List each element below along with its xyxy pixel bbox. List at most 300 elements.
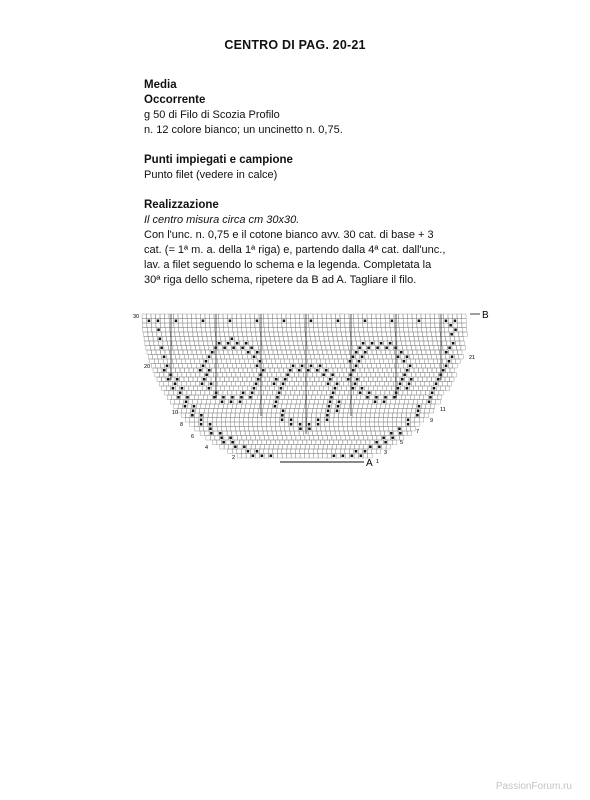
grid-cell: [232, 319, 237, 324]
grid-cell: [347, 440, 352, 445]
grid-cell: [239, 341, 244, 346]
grid-cell: [430, 314, 435, 319]
grid-cell: [331, 449, 336, 454]
grid-cell: [246, 436, 251, 441]
grid-cell: [305, 350, 310, 355]
grid-cell: [271, 418, 276, 423]
grid-cell: [346, 445, 351, 450]
filled-cell: [362, 342, 365, 345]
filled-cell: [255, 383, 257, 386]
grid-cell: [440, 350, 445, 355]
grid-cell: [416, 346, 421, 351]
filled-cell: [338, 401, 341, 404]
grid-cell: [321, 359, 326, 364]
grid-cell: [271, 359, 276, 364]
grid-cell: [341, 328, 346, 333]
grid-cell: [370, 427, 375, 432]
grid-cell: [180, 337, 185, 342]
grid-cell: [434, 391, 439, 396]
grid-cell: [420, 382, 425, 387]
grid-cell: [367, 404, 372, 409]
grid-cell: [235, 413, 240, 418]
grid-cell: [188, 350, 193, 355]
grid-cell: [368, 350, 373, 355]
filled-cell: [275, 378, 278, 381]
filled-cell: [359, 392, 362, 395]
filled-cell: [332, 392, 335, 395]
filled-cell: [231, 396, 234, 399]
grid-cell: [239, 418, 244, 423]
grid-cell: [408, 328, 413, 333]
grid-cell: [369, 368, 374, 373]
grid-cell: [362, 431, 367, 436]
grid-cell: [311, 418, 316, 423]
grid-cell: [214, 364, 219, 369]
grid-cell: [220, 332, 225, 337]
grid-cell: [308, 382, 313, 387]
filled-cell: [191, 414, 194, 417]
filled-cell: [352, 356, 355, 359]
grid-cell: [206, 350, 211, 355]
grid-cell: [379, 418, 384, 423]
grid-cell: [273, 449, 278, 454]
grid-cell: [336, 350, 341, 355]
grid-cell: [404, 332, 409, 337]
grid-cell: [454, 332, 459, 337]
grid-cell: [223, 404, 228, 409]
grid-cell: [207, 377, 212, 382]
filled-cell: [322, 374, 325, 377]
grid-cell: [392, 337, 397, 342]
grid-cell: [162, 337, 167, 342]
grid-cell: [172, 395, 177, 400]
grid-cell: [330, 359, 335, 364]
grid-cell: [320, 341, 325, 346]
grid-cell: [225, 337, 230, 342]
grid-cell: [236, 409, 241, 414]
grid-cell: [298, 341, 303, 346]
grid-cell: [199, 427, 204, 432]
grid-cell: [334, 418, 339, 423]
grid-cell: [345, 364, 350, 369]
grid-cell: [365, 341, 370, 346]
grid-cell: [414, 355, 419, 360]
grid-cell: [264, 454, 269, 459]
grid-cell: [186, 382, 191, 387]
grid-cell: [266, 440, 271, 445]
grid-cell: [210, 328, 215, 333]
grid-cell: [266, 341, 271, 346]
grid-cell: [330, 413, 335, 418]
grid-cell: [417, 364, 422, 369]
grid-cell: [265, 355, 270, 360]
grid-cell: [165, 319, 170, 324]
grid-cell: [221, 422, 226, 427]
grid-cell: [266, 422, 271, 427]
filled-cell: [231, 441, 234, 444]
grid-cell: [325, 359, 330, 364]
grid-cell: [202, 355, 207, 360]
grid-cell: [341, 332, 346, 337]
grid-cell: [206, 332, 211, 337]
grid-cell: [233, 436, 238, 441]
grid-cell: [339, 413, 344, 418]
grid-cell: [263, 431, 268, 436]
grid-cell: [323, 445, 328, 450]
grid-cell: [444, 314, 449, 319]
filled-cell: [326, 414, 329, 417]
grid-cell: [434, 346, 439, 351]
grid-cell: [319, 386, 324, 391]
grid-cell: [447, 382, 452, 387]
grid-cell: [271, 413, 276, 418]
row-number-right: 7: [416, 429, 420, 435]
filled-cell: [336, 410, 339, 413]
grid-cell: [253, 418, 257, 423]
grid-cell: [219, 323, 224, 328]
difficulty-label: Media: [144, 79, 177, 91]
grid-cell: [264, 350, 269, 355]
grid-cell: [429, 382, 434, 387]
grid-cell: [220, 355, 225, 360]
grid-cell: [250, 364, 255, 369]
grid-cell: [227, 346, 232, 351]
grid-cell: [381, 319, 386, 324]
grid-cell: [395, 350, 400, 355]
grid-cell: [439, 364, 444, 369]
grid-cell: [221, 337, 226, 342]
grid-cell: [362, 382, 367, 387]
filled-cell: [262, 369, 265, 372]
grid-cell: [279, 355, 284, 360]
grid-cell: [322, 323, 327, 328]
grid-cell: [295, 431, 300, 436]
grid-cell: [343, 341, 348, 346]
grid-cell: [403, 431, 408, 436]
grid-cell: [240, 382, 245, 387]
grid-cell: [394, 319, 399, 324]
grid-cell: [183, 314, 188, 319]
grid-cell: [293, 422, 298, 427]
grid-cell: [429, 346, 434, 351]
filled-cell: [229, 437, 232, 440]
grid-cell: [300, 404, 305, 409]
grid-cell: [254, 409, 258, 414]
grid-cell: [284, 418, 289, 423]
grid-cell: [410, 422, 415, 427]
grid-cell: [439, 323, 444, 328]
grid-cell: [250, 319, 255, 324]
grid-cell: [210, 364, 215, 369]
grid-cell: [335, 373, 340, 378]
grid-cell: [334, 395, 339, 400]
grid-cell: [167, 337, 172, 342]
grid-cell: [246, 364, 251, 369]
grid-cell: [220, 386, 225, 391]
grid-cell: [452, 373, 457, 378]
grid-cell: [156, 314, 161, 319]
grid-cell: [361, 427, 366, 432]
grid-cell: [328, 386, 333, 391]
grid-cell: [201, 404, 206, 409]
grid-cell: [342, 386, 347, 391]
grid-cell: [212, 418, 217, 423]
grid-cell: [315, 377, 320, 382]
grid-cell: [406, 395, 411, 400]
row-number-left: 4: [205, 445, 209, 451]
filled-cell: [329, 401, 332, 404]
grid-cell: [320, 418, 325, 423]
grid-cell: [287, 328, 292, 333]
grid-cell: [261, 355, 266, 360]
grid-cell: [278, 445, 283, 450]
grid-cell: [381, 350, 386, 355]
grid-cell: [317, 391, 322, 396]
grid-cell: [142, 323, 147, 328]
grid-cell: [316, 427, 321, 432]
grid-cell: [287, 454, 292, 459]
grid-cell: [183, 319, 188, 324]
filled-cell: [208, 356, 211, 359]
grid-cell: [231, 373, 236, 378]
filled-cell: [454, 329, 457, 332]
grid-cell: [249, 409, 254, 414]
grid-cell: [388, 418, 393, 423]
grid-cell: [186, 413, 191, 418]
grid-cell: [412, 319, 417, 324]
filled-cell: [361, 387, 364, 390]
grid-cell: [419, 395, 424, 400]
grid-cell: [324, 377, 329, 382]
filled-cell: [410, 378, 413, 381]
grid-cell: [323, 332, 328, 337]
grid-cell: [345, 449, 350, 454]
grid-cell: [422, 350, 427, 355]
grid-cell: [336, 364, 341, 369]
grid-cell: [370, 440, 375, 445]
grid-cell: [348, 382, 353, 387]
grid-cell: [222, 413, 227, 418]
grid-cell: [312, 409, 317, 414]
filled-cell: [355, 450, 358, 453]
grid-cell: [425, 409, 430, 414]
grid-cell: [381, 314, 386, 319]
filled-cell: [181, 387, 184, 390]
grid-cell: [380, 391, 385, 396]
grid-cell: [314, 445, 319, 450]
grid-cell: [304, 404, 309, 409]
grid-cell: [284, 368, 289, 373]
filled-cell: [200, 423, 203, 426]
grid-cell: [205, 319, 210, 324]
grid-cell: [259, 323, 264, 328]
grid-cell: [287, 445, 292, 450]
grid-cell: [367, 431, 372, 436]
grid-cell: [389, 346, 394, 351]
filled-cell: [256, 450, 259, 453]
grid-cell: [391, 332, 396, 337]
grid-cell: [209, 409, 214, 414]
grid-cell: [276, 373, 281, 378]
grid-cell: [463, 332, 468, 337]
grid-cell: [251, 445, 256, 450]
row-number-right: 9: [430, 418, 434, 424]
grid-cell: [224, 445, 229, 450]
grid-cell: [300, 454, 305, 459]
grid-cell: [373, 377, 378, 382]
grid-cell: [166, 386, 171, 391]
grid-cell: [186, 409, 191, 414]
grid-cell: [390, 350, 395, 355]
filled-cell: [398, 428, 401, 431]
grid-cell: [231, 359, 236, 364]
grid-cell: [328, 445, 333, 450]
grid-cell: [290, 382, 295, 387]
grid-cell: [170, 400, 175, 405]
grid-cell: [311, 337, 316, 342]
grid-cell: [320, 440, 325, 445]
grid-cell: [374, 337, 379, 342]
filled-cell: [328, 405, 331, 408]
grid-cell: [206, 400, 211, 405]
grid-cell: [391, 400, 396, 405]
grid-cell: [271, 395, 276, 400]
grid-cell: [192, 319, 197, 324]
grid-cell: [364, 355, 369, 360]
grid-cell: [248, 440, 253, 445]
grid-cell: [152, 332, 157, 337]
grid-cell: [200, 373, 205, 378]
grid-cell: [354, 323, 359, 328]
grid-cell: [387, 337, 392, 342]
filled-cell: [442, 369, 445, 372]
grid-cell: [301, 445, 306, 450]
grid-cell: [405, 377, 410, 382]
grid-cell: [352, 413, 357, 418]
grid-cell: [421, 364, 426, 369]
grid-cell: [309, 436, 314, 441]
grid-cell: [358, 364, 363, 369]
grid-cell: [370, 413, 375, 418]
grid-cell: [363, 314, 368, 319]
grid-cell: [264, 319, 269, 324]
grid-cell: [195, 373, 200, 378]
grid-cell: [179, 332, 184, 337]
grid-cell: [223, 431, 228, 436]
grid-cell: [401, 418, 406, 423]
grid-cell: [202, 400, 207, 405]
grid-cell: [377, 436, 382, 441]
grid-cell: [388, 422, 393, 427]
grid-cell: [197, 400, 202, 405]
grid-cell: [326, 391, 331, 396]
grid-cell: [335, 431, 340, 436]
grid-cell: [173, 373, 178, 378]
grid-cell: [436, 355, 441, 360]
grid-cell: [344, 373, 349, 378]
grid-cell: [402, 409, 407, 414]
grid-cell: [253, 395, 258, 400]
grid-cell: [262, 422, 267, 427]
grid-cell: [353, 346, 358, 351]
grid-cell: [204, 427, 209, 432]
grid-cell: [237, 319, 242, 324]
grid-cell: [258, 413, 263, 418]
grid-cell: [218, 382, 223, 387]
grid-cell: [370, 422, 375, 427]
grid-cell: [385, 364, 390, 369]
grid-cell: [145, 341, 150, 346]
grid-cell: [267, 346, 272, 351]
grid-cell: [350, 350, 355, 355]
grid-cell: [235, 422, 240, 427]
grid-cell: [304, 449, 309, 454]
grid-cell: [289, 413, 294, 418]
grid-cell: [197, 332, 202, 337]
grid-cell: [379, 413, 384, 418]
grid-cell: [318, 449, 323, 454]
grid-cell: [426, 404, 431, 409]
grid-cell: [375, 359, 380, 364]
grid-cell: [419, 418, 424, 423]
grid-cell: [412, 314, 417, 319]
grid-cell: [291, 454, 296, 459]
grid-cell: [334, 422, 339, 427]
grid-cell: [228, 404, 233, 409]
grid-cell: [273, 350, 278, 355]
grid-cell: [398, 391, 403, 396]
grid-cell: [237, 449, 242, 454]
grid-cell: [391, 386, 396, 391]
grid-cell: [164, 346, 169, 351]
grid-cell: [421, 323, 426, 328]
filled-cell: [337, 405, 340, 408]
grid-cell: [431, 328, 436, 333]
grid-cell: [242, 400, 247, 405]
grid-cell: [441, 386, 446, 391]
grid-cell: [289, 359, 294, 364]
grid-cell: [250, 323, 255, 328]
grid-cell: [319, 332, 324, 337]
grid-cell: [430, 323, 435, 328]
grid-cell: [259, 364, 264, 369]
grid-cell: [228, 323, 233, 328]
grid-cell: [158, 368, 163, 373]
grid-cell: [431, 400, 436, 405]
grid-cell: [280, 422, 285, 427]
grid-cell: [309, 454, 314, 459]
filled-cell: [290, 423, 293, 426]
grid-cell: [252, 377, 257, 382]
grid-cell: [404, 328, 409, 333]
grid-cell: [267, 413, 272, 418]
grid-cell: [309, 350, 314, 355]
grid-cell: [224, 350, 229, 355]
grid-cell: [313, 431, 318, 436]
grid-cell: [176, 368, 181, 373]
grid-cell: [426, 328, 431, 333]
grid-cell: [201, 314, 206, 319]
grid-cell: [386, 436, 391, 441]
grid-cell: [235, 440, 240, 445]
grid-cell: [337, 386, 342, 391]
grid-cell: [260, 445, 265, 450]
grid-cell: [396, 368, 401, 373]
grid-cell: [443, 346, 448, 351]
grid-cell: [204, 409, 209, 414]
grid-cell: [317, 382, 322, 387]
grid-cell: [338, 368, 343, 373]
